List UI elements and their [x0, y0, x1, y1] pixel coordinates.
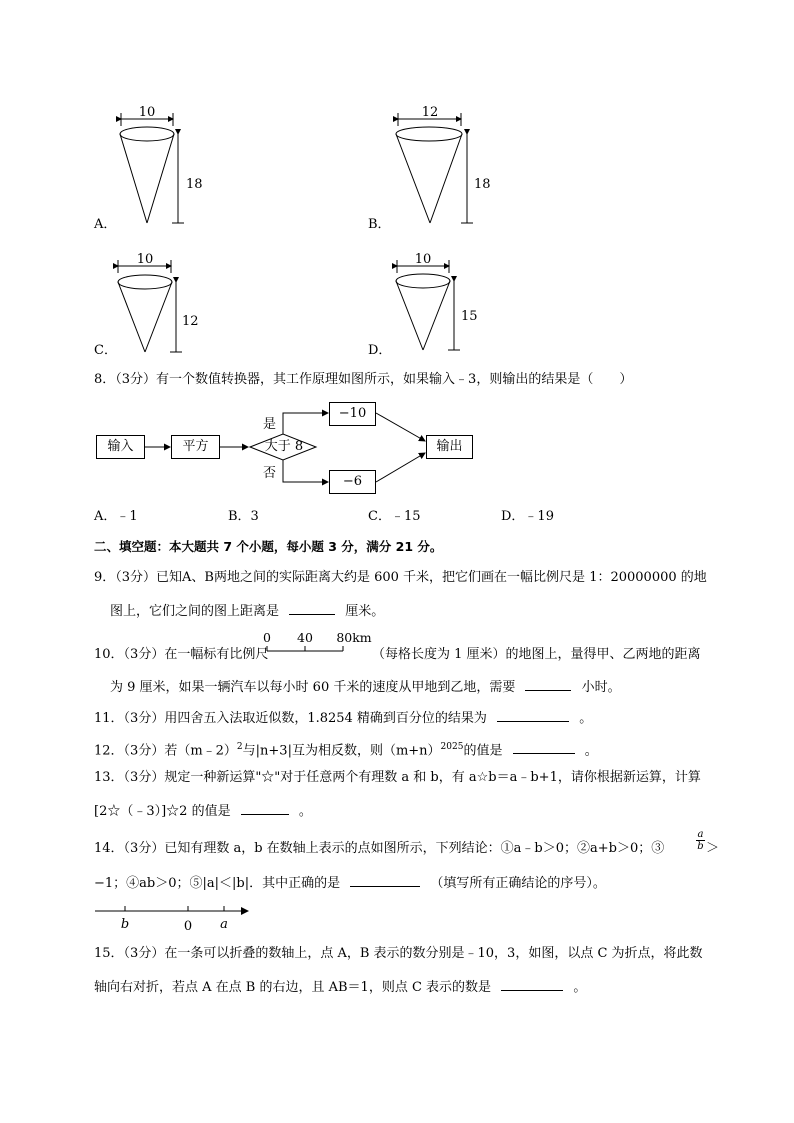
section-heading: 二、填空题：本大题共 7 个小题，每小题 3 分，满分 21 分。 [94, 539, 443, 554]
flow-no-label: 否 [263, 466, 277, 481]
flow-input-box: 输入 [96, 435, 145, 459]
q10-answer-blank[interactable] [525, 676, 571, 691]
scale-tick-80km: 80km [336, 630, 372, 645]
flow-output-box: 输出 [426, 435, 473, 459]
q10-line1a: 10．（3分）在一幅标有比例尺 [94, 647, 269, 662]
q14-fraction: a b [697, 829, 704, 852]
number-line [90, 900, 260, 934]
q11-line: 11．（3分）用四舍五入法取近似数，1.8254 精确到百分位的结果为 。 [94, 707, 592, 728]
option-c-label: C． [94, 343, 117, 358]
q8-stem: 8．（3分）有一个数值转换器，其工作原理如图所示，如果输入﹣3，则输出的结果是（ ） [94, 372, 633, 387]
q15-line2: 轴向右对折，若点 A 在点 B 的右边，且 AB＝1，则点 C 表示的数是 。 [94, 976, 586, 997]
cone-d [396, 252, 478, 350]
q9-line2: 图上，它们之间的图上距离是 厘米。 [110, 600, 384, 621]
cone-d-height: 15 [461, 309, 478, 324]
option-d-label: D． [368, 343, 392, 358]
q15-answer-blank[interactable] [501, 976, 563, 991]
point-zero-label: 0 [183, 919, 193, 934]
q12-answer-blank[interactable] [513, 739, 575, 754]
scale-tick-0: 0 [263, 630, 271, 645]
q12-line: 12．（3分）若（m﹣2）$^2$与|n+3|互为相反数，则$(m+n)^{2025}$的值是 。 [94, 738, 598, 760]
flow-square-box: 平方 [171, 435, 220, 459]
q15-line1: 15．（3分）在一条可以折叠的数轴上，点 A，B 表示的数分别是﹣10，3，如图，以点 C 为折点，将此数 [94, 946, 703, 961]
flow-minus10-box: −10 [329, 402, 376, 426]
scale-bar [260, 629, 375, 659]
cone-b-height: 18 [474, 177, 491, 192]
cone-d-diameter: 10 [414, 252, 432, 267]
option-b-label: B． [368, 217, 391, 232]
cone-c [118, 252, 199, 352]
q8-option-d: D．﹣19 [501, 509, 554, 524]
cone-b-diameter: 12 [421, 105, 439, 120]
q14-line2: −1；④ab＞0；⑤|a|＜|b|．其中正确的是 （填写所有正确结论的序号）。 [94, 872, 606, 893]
cone-figures [0, 0, 794, 360]
q14-frac-gt: ＞ [706, 841, 720, 856]
flow-yes-label: 是 [263, 417, 277, 432]
cone-b [396, 105, 491, 223]
q14-answer-blank[interactable] [350, 872, 420, 887]
q8-option-b: B．3 [228, 509, 259, 524]
q13-answer-blank[interactable] [241, 800, 289, 815]
q14-line1: 14．（3分）已知有理数 a，b 在数轴上表示的点如图所示，下列结论：①a﹣b＞0；②a+b＞0；③ [94, 841, 665, 856]
point-a-label: a [220, 917, 228, 932]
option-a-label: A． [94, 217, 117, 232]
q11-answer-blank[interactable] [497, 707, 569, 722]
q8-option-c: C．﹣15 [368, 509, 421, 524]
cone-c-diameter: 10 [136, 252, 154, 267]
point-b-label: b [120, 917, 130, 932]
q8-option-a: A．﹣1 [94, 509, 138, 524]
flow-minus6-box: −6 [329, 470, 376, 494]
scale-tick-40: 40 [297, 630, 313, 645]
cone-a [120, 105, 203, 223]
cone-a-height: 18 [186, 177, 203, 192]
q13-line1: 13．（3分）规定一种新运算"☆"对于任意两个有理数 a 和 b，有 a☆b＝a﹣b+1，请你根据新运算，计算 [94, 770, 701, 785]
q10-line1b: （每格长度为 1 厘米）的地图上，量得甲、乙两地的距离 [372, 647, 701, 662]
q13-line2: [2☆（﹣3）]☆2 的值是 。 [94, 800, 312, 821]
flow-condition: 大于 8 [264, 439, 304, 454]
cone-c-height: 12 [182, 314, 199, 329]
q9-answer-blank[interactable] [289, 600, 335, 615]
cone-a-diameter: 10 [138, 105, 156, 120]
q9-line1: 9．（3分）已知A、B两地之间的实际距离大约是 600 千米，把它们画在一幅比例尺是 1：20000000 的地 [94, 570, 707, 585]
q10-line2: 为 9 厘米，如果一辆汽车以每小时 60 千米的速度从甲地到乙地，需要 小时。 [110, 676, 621, 697]
